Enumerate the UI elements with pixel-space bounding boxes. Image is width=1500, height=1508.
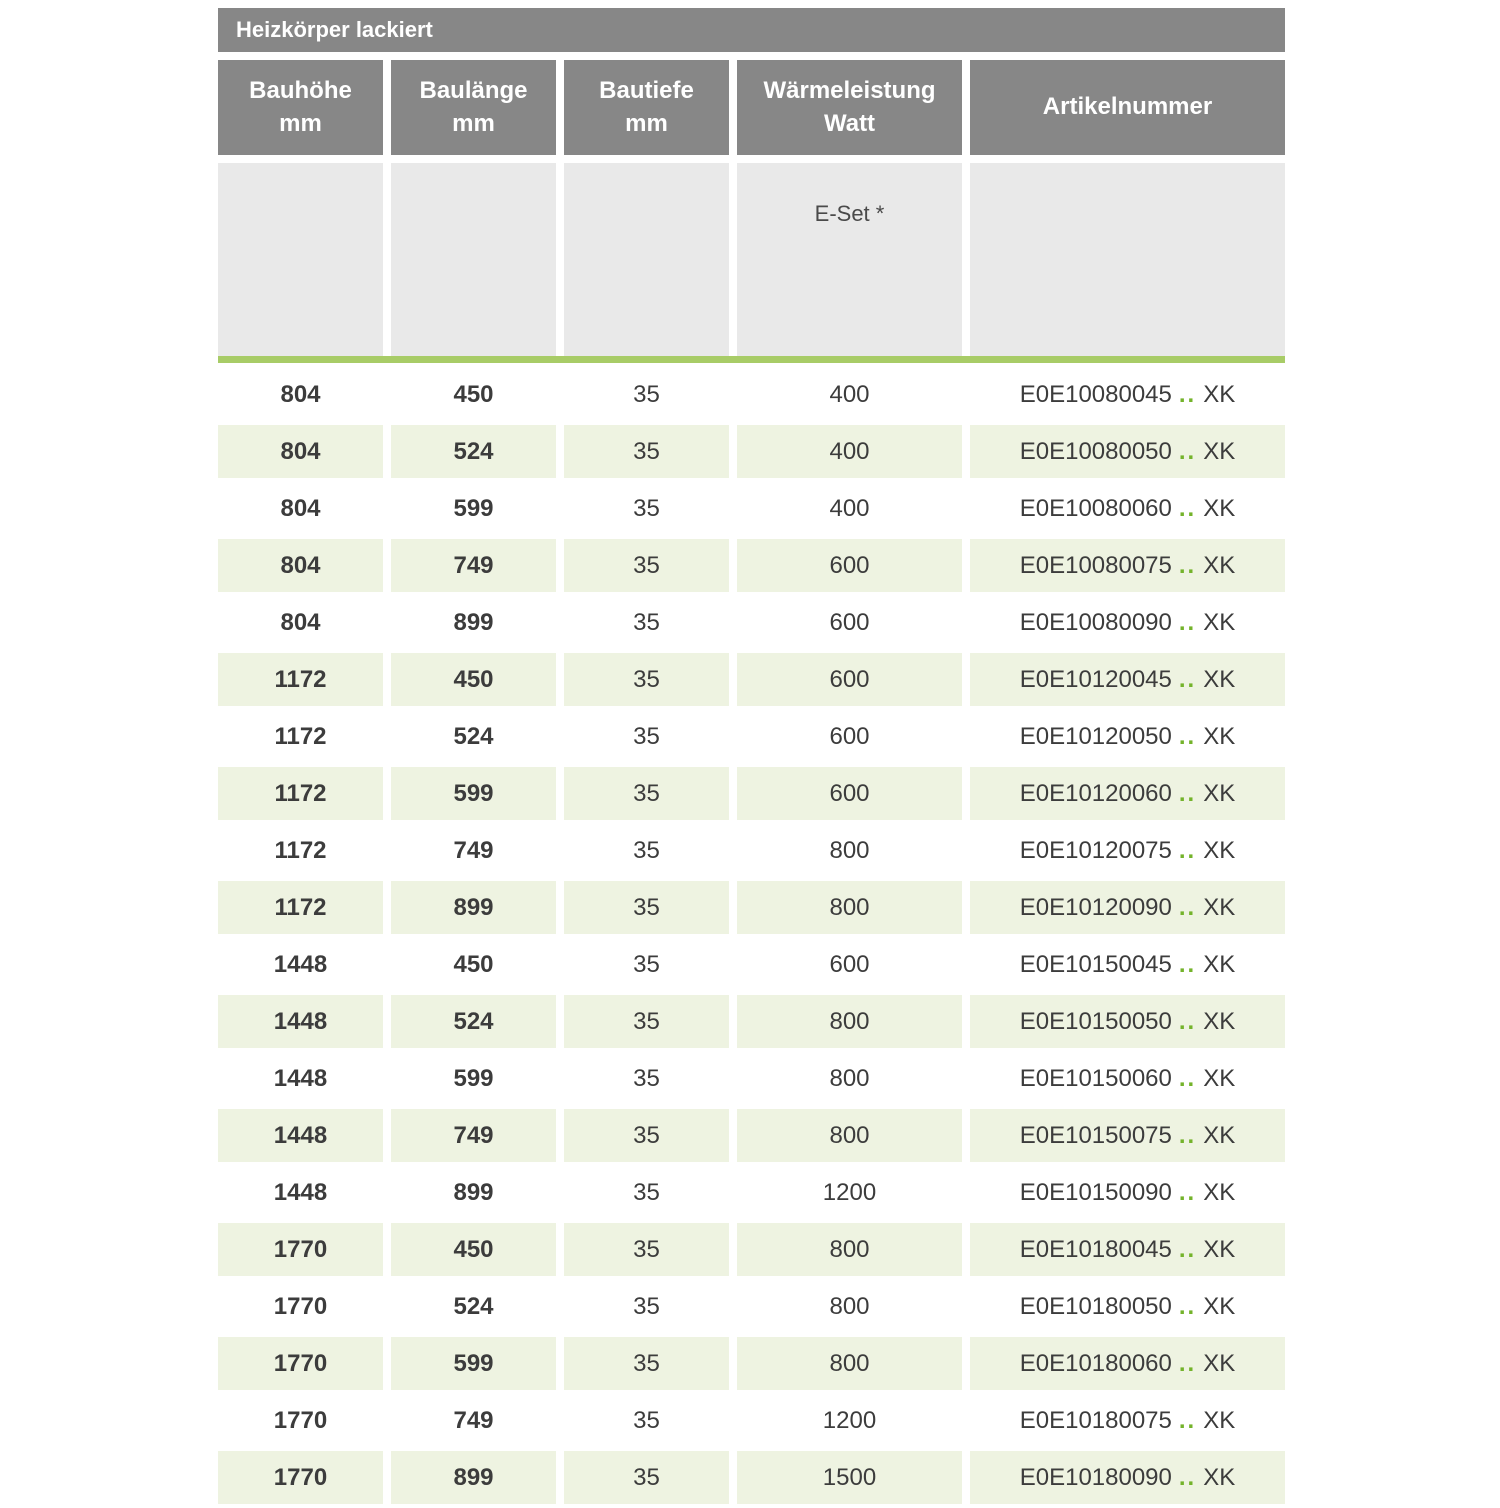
artikelnummer-suffix: XK (1203, 1292, 1236, 1320)
cell-waermeleistung: 800 (829, 1064, 870, 1092)
cell-baulaenge: 599 (453, 494, 494, 522)
cell-bauhoehe: 1770 (218, 1223, 383, 1276)
table-title: Heizkörper lackiert (218, 8, 1285, 52)
column-header-bauhoehe (218, 60, 383, 155)
cell-bautiefe: 35 (633, 494, 660, 522)
artikelnummer-prefix: E0E10080060 (1019, 494, 1172, 522)
cell-artikelnummer (970, 539, 1285, 592)
table-row (218, 482, 1285, 535)
cell-bauhoehe: 804 (218, 425, 383, 478)
artikelnummer-suffix: XK (1203, 1463, 1236, 1491)
cell-artikelnummer (970, 995, 1285, 1048)
cell-bauhoehe: 1172 (218, 653, 383, 706)
artikelnummer-dots: .. (1178, 1292, 1197, 1320)
cell-baulaenge: 450 (453, 950, 494, 978)
table-body (218, 368, 1285, 1504)
artikelnummer-suffix: XK (1203, 1064, 1236, 1092)
artikelnummer-dots: .. (1178, 1178, 1197, 1206)
artikelnummer-dots: .. (1178, 1406, 1197, 1434)
cell-waermeleistung: 800 (737, 995, 962, 1048)
cell-bautiefe: 35 (564, 1223, 729, 1276)
cell-artikelnummer (970, 425, 1285, 478)
cell-waermeleistung: 800 (737, 1337, 962, 1390)
cell-bauhoehe: 1448 (218, 1109, 383, 1162)
column-header-unit: mm (452, 109, 495, 137)
column-header-label: Baulänge (419, 77, 528, 105)
cell-bautiefe: 35 (633, 1178, 660, 1206)
eset-label: E-Set * (814, 201, 885, 226)
subheader-cell (564, 163, 729, 356)
column-header-unit: Watt (823, 109, 876, 137)
cell-bautiefe: 35 (633, 608, 660, 636)
cell-baulaenge: 899 (453, 608, 494, 636)
cell-bautiefe: 35 (633, 836, 660, 864)
artikelnummer-suffix: XK (1203, 1349, 1236, 1377)
cell-bauhoehe: 1448 (273, 1178, 328, 1206)
table-row (218, 938, 1285, 991)
cell-bautiefe: 35 (633, 380, 660, 408)
table-row (218, 653, 1285, 706)
cell-bautiefe: 35 (633, 1064, 660, 1092)
cell-baulaenge: 899 (453, 1178, 494, 1206)
artikelnummer-prefix: E0E10180045 (1019, 1235, 1172, 1263)
column-header-baulaenge (391, 60, 556, 155)
artikelnummer-suffix: XK (1203, 494, 1236, 522)
artikelnummer-prefix: E0E10150090 (1019, 1178, 1172, 1206)
subheader-eset-cell (737, 163, 962, 356)
table-row (218, 881, 1285, 934)
table-row (218, 824, 1285, 877)
artikelnummer-prefix: E0E10180050 (1019, 1292, 1172, 1320)
cell-bautiefe: 35 (564, 425, 729, 478)
cell-artikelnummer (970, 1052, 1285, 1105)
cell-bautiefe: 35 (633, 950, 660, 978)
cell-artikelnummer (970, 1109, 1285, 1162)
table-row (218, 368, 1285, 421)
table-row (218, 710, 1285, 763)
column-header-unit: mm (279, 109, 322, 137)
cell-bauhoehe: 1770 (218, 1451, 383, 1504)
artikelnummer-dots: .. (1178, 1235, 1197, 1263)
cell-baulaenge: 749 (453, 836, 494, 864)
table-row (218, 425, 1285, 478)
cell-waermeleistung: 800 (737, 881, 962, 934)
cell-bauhoehe: 1448 (218, 995, 383, 1048)
artikelnummer-suffix: XK (1203, 1406, 1236, 1434)
cell-bautiefe: 35 (564, 881, 729, 934)
cell-bautiefe: 35 (564, 539, 729, 592)
cell-bauhoehe: 1172 (274, 836, 327, 864)
artikelnummer-suffix: XK (1203, 1007, 1236, 1035)
artikelnummer-suffix: XK (1203, 437, 1236, 465)
artikelnummer-dots: .. (1178, 1007, 1197, 1035)
cell-baulaenge: 524 (391, 425, 556, 478)
table-row (218, 767, 1285, 820)
subheader-cell (218, 163, 383, 356)
artikelnummer-prefix: E0E10080050 (1019, 437, 1172, 465)
table-row (218, 1052, 1285, 1105)
artikelnummer-suffix: XK (1203, 551, 1236, 579)
artikelnummer-dots: .. (1178, 1064, 1197, 1092)
cell-waermeleistung: 600 (829, 608, 870, 636)
table-row (218, 1337, 1285, 1390)
artikelnummer-prefix: E0E10150060 (1019, 1064, 1172, 1092)
subheader-cell (970, 163, 1285, 356)
cell-bauhoehe: 1448 (273, 1064, 328, 1092)
artikelnummer-suffix: XK (1203, 950, 1236, 978)
artikelnummer-dots: .. (1178, 494, 1197, 522)
cell-baulaenge: 599 (391, 767, 556, 820)
cell-waermeleistung: 800 (737, 1109, 962, 1162)
cell-baulaenge: 599 (391, 1337, 556, 1390)
column-header-label: Bautiefe (599, 77, 694, 105)
column-header-label: Wärmeleistung (763, 77, 936, 105)
artikelnummer-prefix: E0E10120090 (1019, 893, 1172, 921)
artikelnummer-prefix: E0E10080045 (1019, 380, 1172, 408)
artikelnummer-dots: .. (1178, 1463, 1197, 1491)
cell-waermeleistung: 600 (829, 950, 870, 978)
cell-artikelnummer (970, 482, 1285, 535)
cell-waermeleistung: 400 (829, 380, 870, 408)
cell-waermeleistung: 1200 (822, 1178, 877, 1206)
cell-bauhoehe: 1448 (273, 950, 328, 978)
cell-waermeleistung: 800 (829, 836, 870, 864)
cell-waermeleistung: 400 (829, 494, 870, 522)
cell-bauhoehe: 1172 (218, 881, 383, 934)
artikelnummer-dots: .. (1178, 380, 1197, 408)
artikelnummer-suffix: XK (1203, 836, 1236, 864)
artikelnummer-prefix: E0E10150045 (1019, 950, 1172, 978)
artikelnummer-dots: .. (1178, 551, 1197, 579)
cell-artikelnummer (970, 1451, 1285, 1504)
artikelnummer-suffix: XK (1203, 380, 1236, 408)
cell-artikelnummer (970, 710, 1285, 763)
cell-baulaenge: 450 (453, 380, 494, 408)
cell-bauhoehe: 1172 (218, 767, 383, 820)
artikelnummer-dots: .. (1178, 893, 1197, 921)
artikelnummer-suffix: XK (1203, 665, 1236, 693)
cell-artikelnummer (970, 1394, 1285, 1447)
cell-baulaenge: 899 (391, 881, 556, 934)
artikelnummer-prefix: E0E10120060 (1019, 779, 1172, 807)
cell-artikelnummer (970, 881, 1285, 934)
cell-waermeleistung: 600 (737, 653, 962, 706)
artikelnummer-prefix: E0E10120075 (1019, 836, 1172, 864)
cell-bautiefe: 35 (564, 1337, 729, 1390)
cell-waermeleistung: 600 (829, 722, 870, 750)
cell-baulaenge: 749 (391, 1109, 556, 1162)
column-header-artikelnummer (970, 60, 1285, 155)
table-row (218, 995, 1285, 1048)
spec-table-page (218, 8, 1285, 1508)
table-row (218, 1166, 1285, 1219)
cell-bautiefe: 35 (564, 995, 729, 1048)
cell-waermeleistung: 1500 (737, 1451, 962, 1504)
cell-baulaenge: 524 (453, 722, 494, 750)
divider-line (218, 356, 1285, 363)
cell-waermeleistung: 800 (737, 1223, 962, 1276)
artikelnummer-suffix: XK (1203, 608, 1236, 636)
artikelnummer-dots: .. (1178, 608, 1197, 636)
cell-baulaenge: 599 (453, 1064, 494, 1092)
table-header (218, 60, 1285, 155)
artikelnummer-prefix: E0E10120050 (1019, 722, 1172, 750)
table-row (218, 1109, 1285, 1162)
cell-artikelnummer (970, 653, 1285, 706)
artikelnummer-prefix: E0E10150075 (1019, 1121, 1172, 1149)
cell-artikelnummer (970, 368, 1285, 421)
cell-bautiefe: 35 (633, 722, 660, 750)
artikelnummer-prefix: E0E10180075 (1019, 1406, 1172, 1434)
artikelnummer-prefix: E0E10180090 (1019, 1463, 1172, 1491)
artikelnummer-suffix: XK (1203, 1121, 1236, 1149)
artikelnummer-suffix: XK (1203, 1235, 1236, 1263)
cell-artikelnummer (970, 1280, 1285, 1333)
table-row (218, 1394, 1285, 1447)
cell-artikelnummer (970, 767, 1285, 820)
cell-waermeleistung: 600 (737, 767, 962, 820)
artikelnummer-dots: .. (1178, 836, 1197, 864)
artikelnummer-suffix: XK (1203, 779, 1236, 807)
cell-bautiefe: 35 (564, 767, 729, 820)
column-header-waermeleistung (737, 60, 962, 155)
cell-artikelnummer (970, 596, 1285, 649)
cell-bauhoehe: 804 (280, 380, 321, 408)
table-subheader (218, 163, 1285, 356)
cell-baulaenge: 749 (453, 1406, 494, 1434)
artikelnummer-prefix: E0E10080090 (1019, 608, 1172, 636)
cell-artikelnummer (970, 1337, 1285, 1390)
table-row (218, 596, 1285, 649)
artikelnummer-suffix: XK (1203, 893, 1236, 921)
cell-artikelnummer (970, 824, 1285, 877)
cell-bautiefe: 35 (633, 1292, 660, 1320)
cell-bautiefe: 35 (564, 1451, 729, 1504)
cell-artikelnummer (970, 938, 1285, 991)
cell-bautiefe: 35 (564, 653, 729, 706)
cell-baulaenge: 899 (391, 1451, 556, 1504)
cell-bauhoehe: 804 (280, 494, 321, 522)
artikelnummer-suffix: XK (1203, 722, 1236, 750)
artikelnummer-dots: .. (1178, 665, 1197, 693)
artikelnummer-prefix: E0E10180060 (1019, 1349, 1172, 1377)
cell-waermeleistung: 1200 (822, 1406, 877, 1434)
artikelnummer-dots: .. (1178, 722, 1197, 750)
cell-waermeleistung: 400 (737, 425, 962, 478)
artikelnummer-prefix: E0E10120045 (1019, 665, 1172, 693)
subheader-cell (391, 163, 556, 356)
cell-baulaenge: 450 (391, 653, 556, 706)
artikelnummer-dots: .. (1178, 950, 1197, 978)
cell-waermeleistung: 600 (737, 539, 962, 592)
cell-baulaenge: 749 (391, 539, 556, 592)
cell-baulaenge: 450 (391, 1223, 556, 1276)
column-header-bautiefe (564, 60, 729, 155)
artikelnummer-dots: .. (1178, 779, 1197, 807)
artikelnummer-prefix: E0E10150050 (1019, 1007, 1172, 1035)
cell-bauhoehe: 1770 (273, 1406, 328, 1434)
column-header-label: Artikelnummer (1042, 93, 1213, 121)
cell-baulaenge: 524 (453, 1292, 494, 1320)
column-header-unit: mm (625, 109, 668, 137)
cell-baulaenge: 524 (391, 995, 556, 1048)
artikelnummer-dots: .. (1178, 1121, 1197, 1149)
cell-bauhoehe: 1770 (273, 1292, 328, 1320)
cell-bauhoehe: 804 (280, 608, 321, 636)
column-header-label: Bauhöhe (249, 77, 352, 105)
table-row (218, 1280, 1285, 1333)
cell-bauhoehe: 1172 (274, 722, 327, 750)
cell-bautiefe: 35 (564, 1109, 729, 1162)
cell-bauhoehe: 1770 (218, 1337, 383, 1390)
artikelnummer-dots: .. (1178, 1349, 1197, 1377)
table-row (218, 539, 1285, 592)
artikelnummer-prefix: E0E10080075 (1019, 551, 1172, 579)
table-row (218, 1223, 1285, 1276)
artikelnummer-suffix: XK (1203, 1178, 1236, 1206)
table-row (218, 1451, 1285, 1504)
cell-artikelnummer (970, 1166, 1285, 1219)
artikelnummer-dots: .. (1178, 437, 1197, 465)
cell-waermeleistung: 800 (829, 1292, 870, 1320)
cell-artikelnummer (970, 1223, 1285, 1276)
cell-bautiefe: 35 (633, 1406, 660, 1434)
cell-bauhoehe: 804 (218, 539, 383, 592)
